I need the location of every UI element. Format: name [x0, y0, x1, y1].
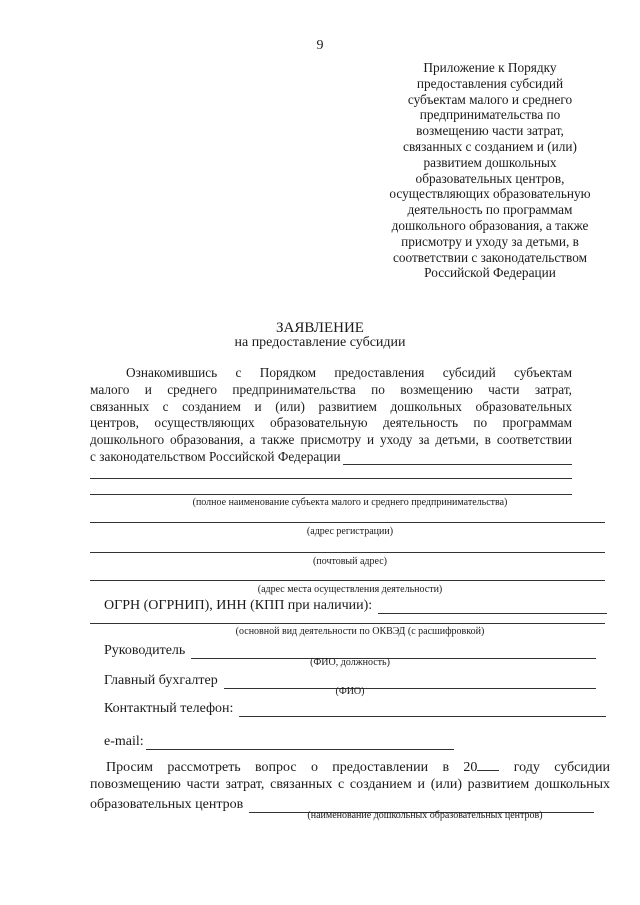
appendix-line: субъектам малого и среднего	[407, 91, 573, 107]
intro-paragraph	[90, 365, 572, 449]
document-subtitle: на предоставление субсидии	[234, 335, 406, 350]
request-line-1-start: Просим рассмотреть вопрос о предоставлении в 20	[106, 760, 478, 775]
request-paragraph	[90, 760, 610, 793]
appendix-header	[360, 60, 620, 281]
registration-address-line[interactable]	[90, 522, 605, 523]
postal-address-caption: (почтовый адрес)	[313, 556, 387, 567]
appendix-line: предпринимательства по	[419, 107, 561, 123]
intro-line: дошкольного образования, а также присмотру и уходу за детьми, в соответствии	[90, 432, 572, 448]
accountant-label: Главный бухгалтер	[104, 673, 218, 688]
intro-line: малого и среднего предпринимательства по возмещению части затрат,	[90, 381, 572, 397]
activity-address-line[interactable]	[90, 580, 605, 581]
intro-fill-line[interactable]	[343, 464, 572, 465]
intro-line: с законодательством Российской Федерации	[90, 449, 341, 464]
appendix-line: дошкольного образования, а также	[391, 217, 589, 233]
appendix-line: Российской Федерации	[424, 265, 556, 281]
appendix-line: деятельность по программам	[407, 202, 573, 218]
head-label: Руководитель	[104, 643, 186, 658]
full-name-line-1[interactable]	[90, 478, 572, 479]
request-line-1-end: году субсидии	[513, 760, 610, 775]
appendix-line: Приложение к Порядку	[423, 60, 557, 75]
ogrn-input-line[interactable]	[378, 613, 607, 614]
appendix-line: возмещению части затрат,	[416, 123, 564, 139]
phone-row	[104, 701, 606, 717]
intro-line: Ознакомившись с Порядком предоставления субсидий субъектам	[126, 365, 572, 380]
postal-address-line[interactable]	[90, 552, 605, 553]
intro-line: связанных с созданием и (или) развитием дошкольных образовательных	[90, 398, 572, 414]
appendix-line: присмотру и уходу за детьми, в	[401, 233, 579, 249]
request-line-3: образовательных центров	[90, 797, 244, 812]
phone-input-line[interactable]	[239, 716, 606, 717]
email-row	[104, 734, 454, 750]
request-line-1	[90, 760, 610, 777]
appendix-line: предоставления субсидий	[416, 75, 564, 91]
activity-address-caption: (адрес места осуществления деятельности)	[257, 584, 443, 595]
head-caption: (ФИО, должность)	[310, 657, 390, 668]
registration-address-caption: (адрес регистрации)	[306, 526, 394, 537]
phone-label: Контактный телефон:	[104, 701, 234, 716]
ogrn-row	[104, 598, 607, 614]
okved-caption: (основной вид деятельности по ОКВЭД (с расшифровкой)	[235, 626, 485, 637]
appendix-line: соответствии с законодательством	[392, 249, 588, 265]
intro-last-line	[90, 449, 572, 465]
centers-caption: (наименование дошкольных образовательных центров)	[307, 810, 543, 821]
document-title: ЗАЯВЛЕНИЕ	[276, 320, 364, 336]
full-name-line-2[interactable]	[90, 494, 572, 495]
page-number: 9	[316, 38, 324, 53]
appendix-line: развитием дошкольных	[423, 154, 557, 170]
accountant-caption: (ФИО)	[335, 686, 365, 697]
email-input-line[interactable]	[146, 749, 454, 750]
full-name-caption: (полное наименование субъекта малого и среднего предпринимательства)	[192, 497, 508, 508]
request-line-2: повозмещению части затрат, связанных с созданием и (или) развитием дошкольных	[90, 776, 610, 792]
intro-line: центров, осуществляющих образовательную деятельность по программам	[90, 415, 572, 431]
appendix-line: осуществляющих образовательную	[389, 186, 591, 202]
ogrn-label: ОГРН (ОГРНИП), ИНН (КПП при наличии):	[104, 598, 373, 613]
appendix-line: образовательных центров,	[415, 170, 565, 186]
email-label: e-mail:	[104, 734, 144, 749]
appendix-line: связанных с созданием и (или)	[403, 138, 577, 154]
year-blank[interactable]	[477, 770, 499, 771]
okved-line[interactable]	[90, 623, 605, 624]
